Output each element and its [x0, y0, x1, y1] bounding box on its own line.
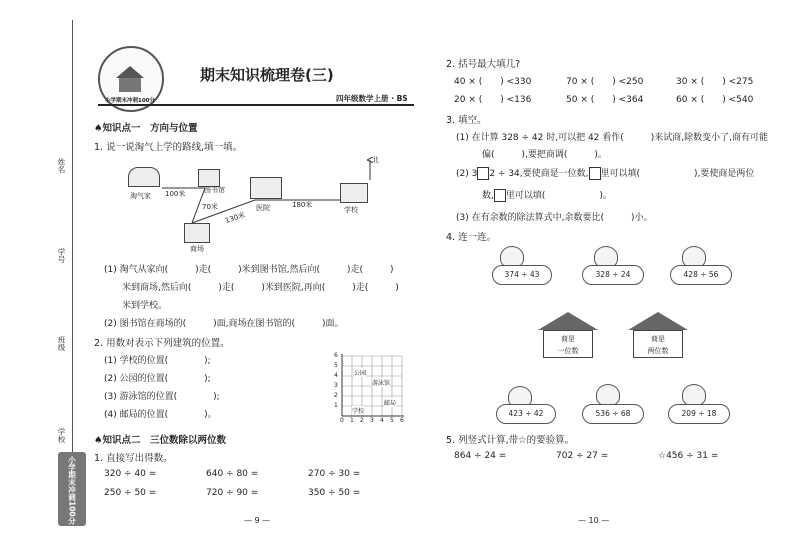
calc-3: 270 ÷ 30 = [308, 469, 361, 479]
bottom-cloud-1[interactable]: 423 ÷ 42 [496, 404, 556, 424]
ineq-4: 20 × ( ) <136 [454, 95, 532, 105]
q1-line-1: (1) 淘气从家向( )走( )米到图书馆,然后向( )走( ) [104, 265, 394, 275]
q1-line-3: 米到学校。 [104, 301, 168, 311]
distance-1: 100米 [165, 190, 186, 198]
distance-4: 180米 [292, 201, 313, 209]
top-cloud-3[interactable]: 428 ÷ 56 [670, 265, 732, 285]
calc-6: 350 ÷ 50 = [308, 488, 361, 498]
coordinate-grid: 0 1 2 3 4 5 6 1 2 3 4 5 6 公园 游泳馆 邮局 学校 [334, 352, 404, 424]
q1-line-4: (2) 图书馆在商场的( )面,商场在图书馆的( )面。 [104, 319, 344, 329]
home-building-icon [128, 167, 160, 187]
bottom-cloud-2[interactable]: 536 ÷ 68 [582, 404, 644, 424]
r-q3-line-4: 数, 里可以填( )。 [482, 191, 612, 201]
q2-item-3: (3) 游泳馆的位置( ); [104, 392, 220, 402]
ineq-2: 70 × ( ) <250 [566, 77, 644, 87]
ineq-1: 40 × ( ) <330 [454, 77, 532, 87]
question-1-title: 1. 说一说淘气上学的路线,填一填。 [94, 142, 243, 153]
vertical-calc-2: 702 ÷ 27 = [556, 451, 609, 461]
calc-1: 320 ÷ 40 = [104, 469, 157, 479]
calc-2: 640 ÷ 80 = [206, 469, 259, 479]
student-id-label: 学号 [57, 248, 66, 263]
mall-label: 商场 [190, 245, 204, 253]
ineq-6: 60 × ( ) <540 [676, 95, 754, 105]
school-label: 学校 [344, 206, 358, 214]
q1-line-2: 米到商场,然后向( )走( )米到医院,再向( )走( ) [104, 283, 399, 293]
house-two-digit[interactable]: 商是 两位数 [628, 312, 688, 358]
r-q3-line-5: (3) 在有余数的除法算式中,余数要比( )小。 [456, 213, 653, 223]
hospital-label: 医院 [256, 204, 270, 212]
page-number-right: — 10 — [578, 516, 610, 525]
question-3-title: 1. 直接写出得数。 [94, 453, 173, 464]
bear-icon [596, 384, 620, 406]
r-question-2-title: 2. 括号最大填几? [446, 59, 521, 70]
q2-item-1: (1) 学校的位置( ); [104, 356, 211, 366]
calc-4: 250 ÷ 50 = [104, 488, 157, 498]
r-q3-line-3: (2) 3 2 ÷ 34,要使商是一位数, 里可以填( ),要使商是两位 [456, 169, 755, 179]
margin-line [72, 20, 73, 460]
hospital-building-icon [250, 177, 282, 199]
ineq-3: 30 × ( ) <275 [676, 77, 754, 87]
mall-building-icon [184, 223, 210, 243]
spade-icon: ♠ [94, 123, 103, 134]
badge-logo: 小学期末冲刺100分 [98, 46, 164, 112]
r-question-3-title: 3. 填空。 [446, 115, 487, 126]
library-label: 图书馆 [204, 186, 225, 194]
blank-box[interactable] [494, 189, 506, 202]
calc-5: 720 ÷ 90 = [206, 488, 259, 498]
ineq-5: 50 × ( ) <364 [566, 95, 644, 105]
page-subtitle: 四年级数学上册 · BS [336, 94, 408, 103]
r-q3-line-1: (1) 在计算 328 ÷ 42 时,可以把 42 看作( )来试商,除数变小了,商有可能 [456, 133, 769, 143]
grid-label-post: 邮局 [384, 400, 397, 407]
home-label: 淘气家 [130, 192, 151, 200]
squirrel-icon [682, 384, 706, 406]
class-label: 班级 [57, 336, 66, 351]
route-map [120, 155, 390, 255]
grid-label-school: 学校 [352, 408, 365, 415]
vertical-calc-3: ☆456 ÷ 31 = [658, 451, 719, 461]
blank-box[interactable] [477, 167, 489, 180]
page-title: 期末知识梳理卷(三) [200, 66, 334, 84]
q2-item-4: (4) 邮局的位置( )。 [104, 410, 217, 420]
north-label: 北 [372, 156, 379, 164]
grid-label-pool: 游泳馆 [372, 380, 391, 387]
name-label: 姓名 [57, 158, 66, 173]
binding-margin [0, 0, 86, 560]
vertical-banner: 小学期末冲刺100分 [58, 452, 86, 526]
top-cloud-1[interactable]: 374 ÷ 43 [492, 265, 552, 285]
grid-label-park: 公园 [354, 370, 367, 377]
r-question-5-title: 5. 列竖式计算,带☆的要验算。 [446, 435, 575, 446]
top-cloud-2[interactable]: 328 ÷ 24 [582, 265, 644, 285]
house-icon [116, 66, 144, 78]
vertical-calc-1: 864 ÷ 24 = [454, 451, 507, 461]
house-one-digit[interactable]: 商是 一位数 [538, 312, 598, 358]
section-heading-1: ♠知识点一 方向与位置 [94, 123, 198, 134]
blank-box[interactable] [589, 167, 601, 180]
r-question-4-title: 4. 连一连。 [446, 232, 497, 243]
page-number-left: — 9 — [244, 516, 271, 525]
school-label: 学校 [57, 428, 66, 443]
bottom-cloud-3[interactable]: 209 ÷ 18 [668, 404, 730, 424]
question-2-title: 2. 用数对表示下列建筑的位置。 [94, 338, 230, 349]
spade-icon: ♠ [94, 435, 103, 446]
distance-3: 130米 [224, 211, 247, 225]
distance-2: 70米 [202, 203, 218, 211]
section-heading-2: ♠知识点二 三位数除以两位数 [94, 435, 227, 446]
q2-item-2: (2) 公园的位置( ); [104, 374, 211, 384]
school-building-icon [340, 183, 368, 203]
r-q3-line-2: 偏( ),要把商调( )。 [482, 150, 607, 160]
